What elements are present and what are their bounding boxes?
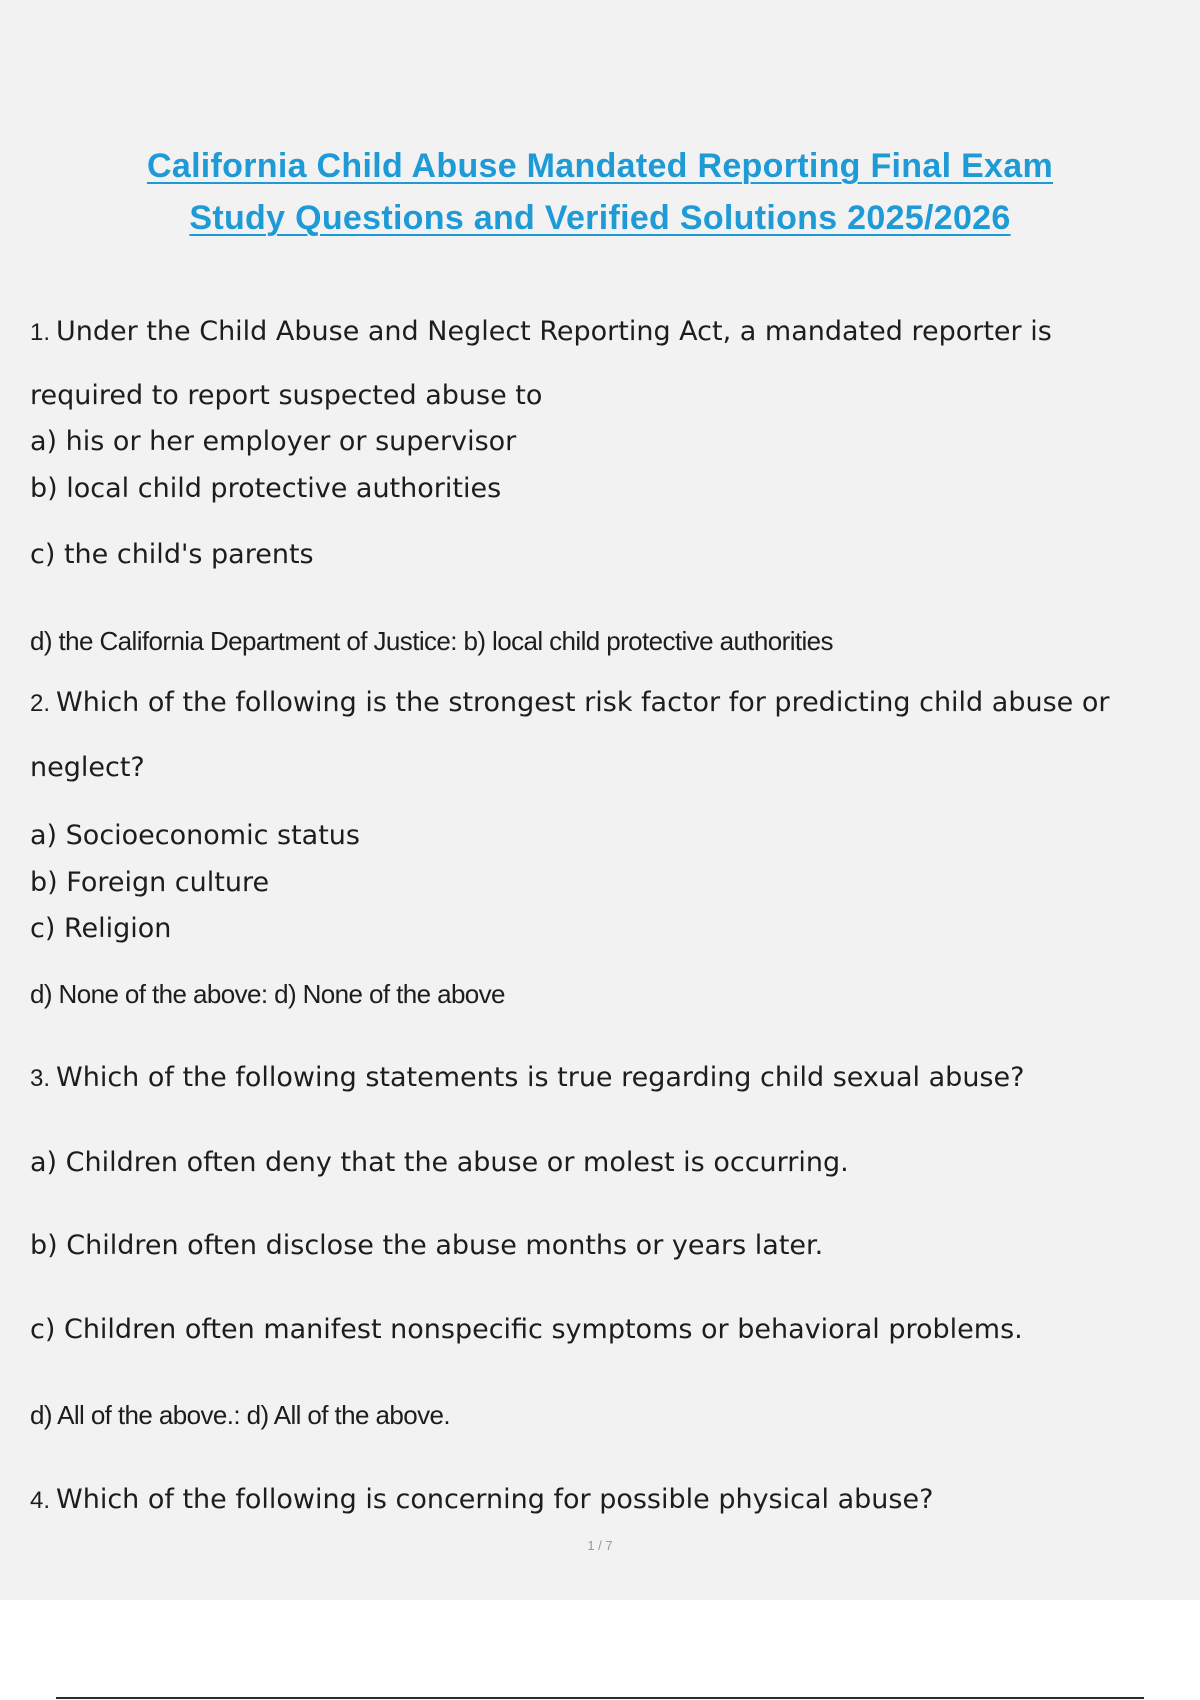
title-line-2: Study Questions and Verified Solutions 2025/2026: [189, 199, 1011, 237]
option-d-with-answer: d) the California Department of Justice: b) local child protective authorities: [30, 626, 833, 656]
question-text: Which of the following is concerning for possible physical abuse?: [56, 1484, 934, 1515]
question-4-text: [30, 1483, 933, 1518]
option-a: a) Children often deny that the abuse or molest is occurring.: [30, 1147, 849, 1178]
option-d-with-answer: d) All of the above.: d) All of the above.: [30, 1400, 450, 1430]
footer-divider: [56, 1697, 1144, 1699]
question-number: 1.: [30, 319, 51, 346]
question-1-text: [30, 315, 1052, 350]
question-2-text: [30, 686, 1109, 721]
option-b: b) Children often disclose the abuse months or years later.: [30, 1230, 824, 1261]
option-a: a) his or her employer or supervisor: [30, 426, 517, 457]
question-text: Which of the following is the strongest risk factor for predicting child abuse or: [56, 687, 1110, 718]
question-number: 4.: [30, 1487, 51, 1514]
option-b: b) Foreign culture: [30, 867, 270, 898]
question-3-text: [30, 1061, 1024, 1096]
document-title: [0, 140, 1200, 244]
question-number: 2.: [30, 690, 51, 717]
page-indicator: 1 / 7: [587, 1538, 613, 1553]
option-c: c) the child's parents: [30, 539, 314, 570]
question-2-text-cont: neglect?: [30, 752, 145, 783]
option-c: c) Children often manifest nonspecific symptoms or behavioral problems.: [30, 1314, 1023, 1345]
option-a: a) Socioeconomic status: [30, 820, 360, 851]
question-text: Which of the following statements is true regarding child sexual abuse?: [56, 1062, 1025, 1093]
question-number: 3.: [30, 1065, 51, 1092]
question-1-text-cont: required to report suspected abuse to: [30, 380, 543, 411]
option-b: b) local child protective authorities: [30, 473, 502, 504]
title-line-1: California Child Abuse Mandated Reporting Final Exam: [147, 147, 1053, 185]
question-text: Under the Child Abuse and Neglect Reporting Act, a mandated reporter is: [56, 316, 1052, 347]
option-d-with-answer: d) None of the above: d) None of the above: [30, 979, 505, 1009]
option-c: c) Religion: [30, 913, 172, 944]
